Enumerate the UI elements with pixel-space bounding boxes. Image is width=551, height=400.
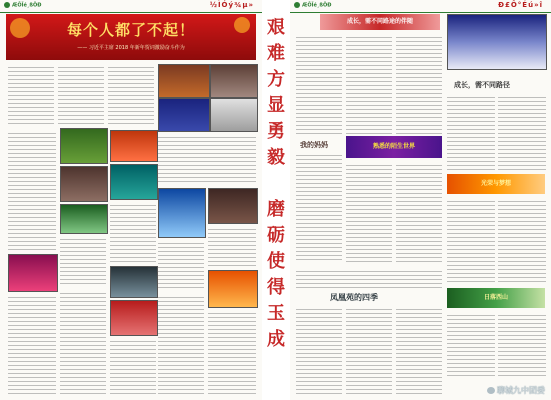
wechat-watermark [487, 385, 545, 396]
text-column [396, 306, 442, 394]
text-column [158, 134, 256, 184]
text-column [346, 162, 392, 262]
text-column [296, 268, 442, 288]
side-banner-glory: 光荣与梦想 [447, 174, 545, 194]
photo-festival [208, 270, 258, 308]
text-column [108, 64, 154, 126]
headline-char: 得 [267, 277, 285, 298]
photo-meeting [110, 266, 158, 298]
text-column [8, 64, 54, 126]
text-column [346, 306, 392, 394]
left-newspaper-page [0, 0, 262, 400]
left-logo-text: ÆÕÏé¸ßÖÐ [12, 2, 42, 9]
photo-night-city [158, 98, 210, 132]
left-section-title: ½ÌÓý¾µ» [209, 1, 254, 9]
photo-students [60, 128, 108, 164]
wechat-icon [487, 387, 495, 394]
center-headline [262, 0, 290, 400]
headline-char: 显 [267, 95, 285, 116]
photo-skyline [447, 14, 547, 70]
right-page-header [290, 0, 551, 13]
watermark-text: 聊城九中团委 [497, 386, 545, 395]
photo-ceremony [8, 254, 58, 292]
headline-char: 玉 [267, 303, 285, 324]
text-column [110, 202, 156, 262]
headline-char: 艰 [267, 17, 285, 38]
text-column [58, 64, 104, 126]
text-column [8, 294, 56, 394]
text-column [498, 198, 546, 282]
side-banner-sunset: 日落西山 [447, 288, 545, 308]
text-column [396, 34, 442, 134]
text-column [296, 306, 342, 394]
text-column [60, 290, 106, 394]
text-column [498, 94, 546, 170]
headline-char: 使 [267, 251, 285, 272]
right-newspaper-page [290, 0, 551, 400]
school-emblem-icon [294, 2, 300, 8]
text-column [158, 294, 204, 394]
left-logo [4, 2, 41, 9]
headline-char: 难 [267, 43, 285, 64]
article-title-seasons: 凤凰苑的四季 [330, 293, 378, 302]
text-column [447, 198, 495, 282]
article-banner-world: 熟悉的陌生世界 [346, 136, 442, 158]
text-column [296, 34, 342, 134]
text-column [208, 226, 256, 266]
top-article-banner: 成长，需不同路途的伴随 [320, 14, 440, 30]
headline-char: 磨 [267, 199, 285, 220]
text-column [447, 94, 495, 170]
headline-char: 方 [267, 69, 285, 90]
text-column [498, 312, 546, 378]
text-column [208, 310, 256, 394]
text-column [8, 130, 56, 250]
text-column [447, 312, 495, 378]
headline-char: 砺 [267, 225, 285, 246]
photo-water [110, 164, 158, 200]
right-logo [294, 2, 331, 9]
photo-stage [158, 64, 210, 98]
left-page-header [0, 0, 262, 13]
banner-title: 每个人都了不起！ [66, 21, 195, 39]
text-column [346, 34, 392, 134]
photo-classroom [60, 166, 108, 202]
photo-crowd [208, 188, 258, 224]
article-title-mother: 我的妈妈 [300, 141, 328, 149]
photo-tower [158, 188, 206, 238]
banner-subtitle: —— 习近平主席 2018 年新年贺词激励奋斗作为 [77, 45, 185, 51]
photo-field [60, 204, 108, 234]
text-column [110, 338, 156, 394]
photo-event [110, 130, 158, 162]
school-emblem-icon [4, 2, 10, 8]
photo-group [210, 64, 258, 98]
photo-parade [110, 300, 158, 336]
text-column [296, 152, 342, 262]
right-section-title: Ð£Ô°Éú»î [498, 1, 543, 9]
headline-char: 勇 [267, 121, 285, 142]
side-heading: 成长，需不同路径 [454, 81, 510, 89]
text-column [60, 236, 106, 286]
right-logo-text: ÆÕÏé¸ßÖÐ [302, 2, 332, 9]
text-column [396, 162, 442, 262]
headline-char: 成 [267, 329, 285, 350]
new-year-banner [6, 14, 256, 60]
headline-char: 毅 [267, 147, 285, 168]
photo-building [210, 98, 258, 132]
text-column [158, 240, 204, 290]
